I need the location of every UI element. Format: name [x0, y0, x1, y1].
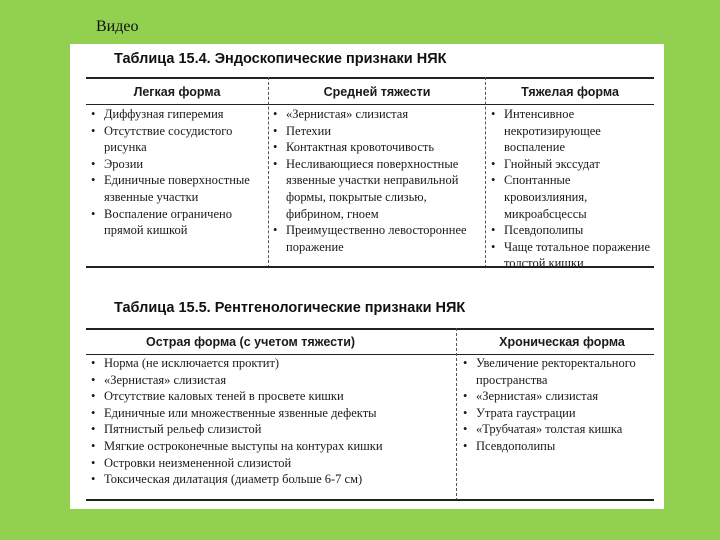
- table1-header-severe: Тяжелая форма: [521, 84, 619, 99]
- list-item: • Утрата гаустрации: [462, 405, 654, 422]
- table1-header-row: [86, 77, 654, 105]
- table1-divider-1: [268, 77, 269, 268]
- list-item: • Токсическая дилатация (диаметр больше 6-7 см): [90, 471, 452, 488]
- list-item: • Диффузная гиперемия: [90, 106, 266, 123]
- document-page: [70, 44, 664, 509]
- list-item: • Отсутствие сосудистого рисунка: [90, 123, 266, 156]
- table1-col-severe: [490, 106, 654, 272]
- table2-bottom-rule: [86, 499, 654, 501]
- table1-col-moderate: [272, 106, 484, 255]
- list-item: • «Зернистая» слизистая: [462, 388, 654, 405]
- list-item: • Псевдополипы: [490, 222, 654, 239]
- table2-title: Таблица 15.5. Рентгенологические признаки НЯК: [114, 300, 466, 316]
- list-item: • Чаще тотальное поражение толстой кишки: [490, 239, 654, 272]
- list-item: • Пятнистый рельеф слизистой: [90, 421, 452, 438]
- table1-bottom-rule: [86, 266, 654, 268]
- table2-divider: [456, 328, 457, 501]
- list-item: • Интенсивное некротизирующее воспаление: [490, 106, 654, 156]
- table2-header-acute: Острая форма (с учетом тяжести): [146, 335, 356, 349]
- list-item: • Псевдополипы: [462, 438, 654, 455]
- table2-col-acute: [90, 355, 452, 488]
- list-item: • Норма (не исключается проктит): [90, 355, 452, 372]
- list-item: • Увеличение ректоректального пространства: [462, 355, 654, 388]
- list-item: • Единичные или множественные язвенные дефекты: [90, 405, 452, 422]
- slide-label: Видео: [96, 18, 139, 35]
- table1-title: Таблица 15.4. Эндоскопические признаки НЯК: [114, 51, 447, 67]
- list-item: • «Зернистая» слизистая: [272, 106, 484, 123]
- table2-header-chronic: Хроническая форма: [499, 335, 625, 349]
- list-item: • Гнойный экссудат: [490, 156, 654, 173]
- list-item: • Островки неизмененной слизистой: [90, 455, 452, 472]
- list-item: • Преимущественно левостороннее поражение: [272, 222, 484, 255]
- list-item: • Отсутствие каловых теней в просвете кишки: [90, 388, 452, 405]
- list-item: • «Трубчатая» толстая кишка: [462, 421, 654, 438]
- list-item: • Несливающиеся поверхностные язвенные участки неправильной формы, покрытые слизью, фибрином, гноем: [272, 156, 484, 222]
- table1-header-mild: Легкая форма: [133, 84, 221, 99]
- list-item: • «Зернистая» слизистая: [90, 372, 452, 389]
- list-item: • Воспаление ограничено прямой кишкой: [90, 206, 266, 239]
- table2-col-chronic: [462, 355, 654, 455]
- list-item: • Эрозии: [90, 156, 266, 173]
- list-item: • Петехии: [272, 123, 484, 140]
- table1-divider-2: [485, 77, 486, 268]
- table1-col-mild: [90, 106, 266, 239]
- list-item: • Единичные поверхностные язвенные участки: [90, 172, 266, 205]
- table2-header-row: [86, 328, 654, 355]
- table1-header-moderate: Средней тяжести: [323, 84, 431, 99]
- list-item: • Спонтанные кровоизлияния, микроабсцессы: [490, 172, 654, 222]
- list-item: • Контактная кровоточивость: [272, 139, 484, 156]
- list-item: • Мягкие остроконечные выступы на контурах кишки: [90, 438, 452, 455]
